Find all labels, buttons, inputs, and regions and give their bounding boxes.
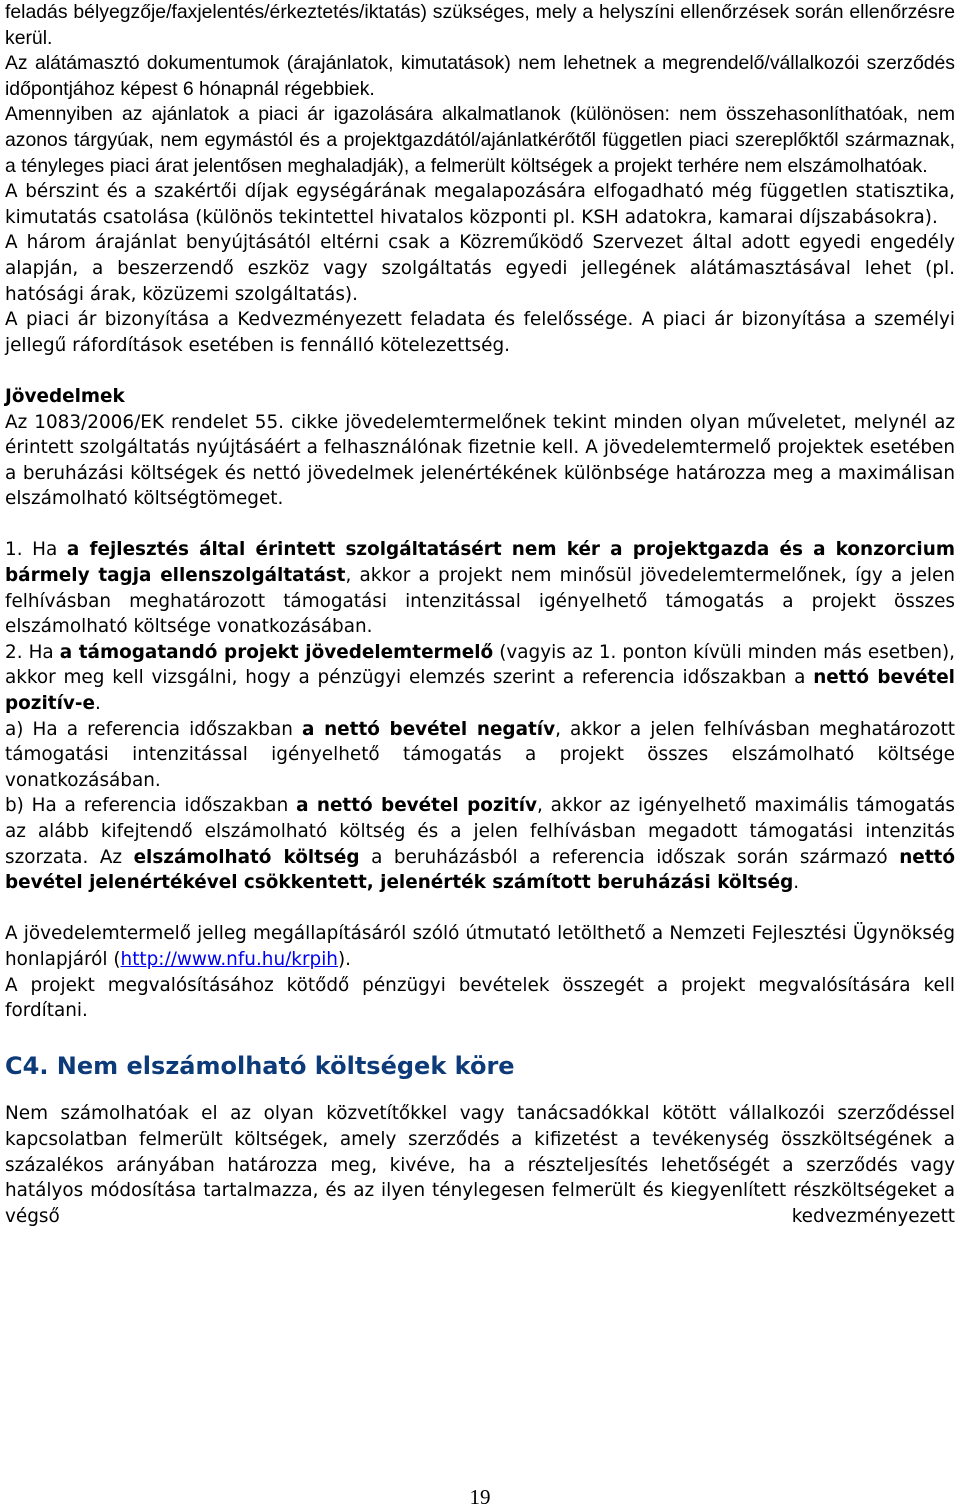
paragraph-regulation-55: Az 1083/2006/EK rendelet 55. cikke jövedelemtermelőnek tekint minden olyan műveletet, melynél az érintett szolgáltatás nyújtásáért a felhasználónak fizetnie kell. A jövedelemtermelő projektek esetében a beruházási költségek és nettó jövedelmek jelenértékének különbsége határozza meg a maximálisan elszámolható költségtömeget. (5, 411, 955, 510)
paragraph-guide-download (5, 921, 955, 972)
paragraph-market-price-proof: A piaci ár bizonyítása a Kedvezményezett feladata és felelőssége. A piaci ár bizonyítása a személyi jellegű ráfordítások esetében is fennálló kötelezettség. (5, 309, 955, 356)
paragraph-financial-revenue: A projekt megvalósításához kötődő pénzügyi bevételek összegét a projekt megvalósítására kell fordítani. (5, 974, 955, 1022)
paragraph-three-offers-exception: A három árajánlat benyújtásától eltérni csak a Közreműködő Szervezet által adott egyedi engedély alapján, a beszerzendő eszköz vagy szolgáltatás egyedi jellegének alátámasztásával lehet (pl. hatósági árak, közüzemi szolgáltatás). (5, 232, 955, 305)
page-number: 19 (469, 1485, 491, 1509)
paragraph-unsuitable-offers: Amennyiben az ajánlatok a piaci ár igazolására alkalmatlanok (különösen: nem összehasonlíthatóak, nem azonos tárgyúak, nem egymástól és a projektgazdától/ajánlatkérőtől független piaci szereplőktől származnak, a tényleges piaci árat jelentősen meghaladják), a felmerült költségek a projekt terhére nem elszámolhatóak. (5, 103, 955, 177)
list-item-1-number: 1. Ha (5, 539, 67, 561)
list-item-2b-text-2: a beruházásból a referencia időszak során származó (359, 846, 900, 868)
paragraph-non-eligible-costs: Nem számolhatóak el az olyan közvetítőkkel vagy tanácsadókkal kötött vállalkozói szerződéssel kapcsolatban felmerült költségek, amely szerződés a kifizetést a tevékenység összköltségének a százalékos arányában határozza meg, kivéve, ha a részteljesítés lehetőségét a szerződés vagy hatályos módosítása tartalmazza, és az ilyen ténylegesen felmerült és kiegyenlített részköltségeket a végső kedvezményezett (5, 1103, 955, 1227)
paragraph-supporting-documents: Az alátámasztó dokumentumok (árajánlatok, kimutatások) nem lehetnek a megrendelő/vállalkozói szerződés időpontjához képest 6 hónapnál régebbiek. (5, 52, 955, 100)
document-page (5, 0, 955, 1229)
section-heading-c4 (5, 1049, 955, 1083)
list-item-2-number: 2. Ha (5, 641, 60, 663)
section-title: Nem elszámolható költségek köre (56, 1052, 515, 1081)
list-item-2b-end: . (793, 872, 800, 894)
list-item-2-text: (vagyis az 1. ponton kívüli minden más esetben), akkor meg kell vizsgálni, hogy a pénzügyi elemzés szerint a referencia időszakban a (5, 641, 955, 689)
list-item-2b-bold-net-value: nettó bevétel jelenértékével csökkentett, jelenérték számított beruházási költség (5, 846, 955, 894)
list-item-2 (5, 640, 955, 717)
list-item-2a-text: , akkor a jelen felhívásban meghatározott támogatási intenzitással igényelhető támogatás a projekt összes elszámolható költsége vonatkozásában. (5, 718, 956, 791)
list-item-2b-bold: a nettó bevétel pozitív (296, 795, 537, 817)
guide-download-end: ). (337, 948, 351, 970)
list-item-1-bold: a fejlesztés által érintett szolgáltatásért nem kér a projektgazda és a konzorcium bármely tagja ellenszolgáltatást (5, 539, 955, 587)
section-number: C4. (5, 1052, 49, 1081)
paragraph-wage-statistics: A bérszint és a szakértői díjak egységárának megalapozására elfogadható még független statisztika, kimutatás csatolása (különös tekintettel hivatalos központi pl. KSH adatokra, kamarai díjszabásokra). (5, 181, 955, 228)
guide-download-text: A jövedelemtermelő jelleg megállapításáról szóló útmutató letölthető a Nemzeti Fejlesztési Ügynökség honlapjáról ( (5, 923, 955, 970)
list-item-2a (5, 717, 955, 794)
list-item-2b-lead: b) Ha a referencia időszakban (5, 795, 297, 817)
list-item-2a-bold: a nettó bevétel negatív (302, 718, 556, 740)
list-item-2-bold: a támogatandó projekt jövedelemtermelő (59, 641, 494, 663)
list-item-1-text: , akkor a projekt nem minősül jövedelemtermelőnek, így a jelen felhívásban meghatározott támogatási intenzitással igényelhető támogatás a projekt összes elszámolható költsége vonatkozásában. (5, 565, 955, 638)
list-item-1 (5, 537, 955, 639)
list-item-2-bold-net: nettó bevétel pozitív-e (5, 667, 955, 715)
list-item-2b-text: , akkor az igényelhető maximális támogatás az alább kifejtendő elszámolható költség és a jelen felhívásban megadott támogatási intenzitás szorzata. Az (5, 795, 955, 868)
list-item-2a-lead: a) Ha a referencia időszakban (5, 718, 303, 740)
heading-jovedelmek: Jövedelmek (5, 385, 125, 407)
nfu-link[interactable]: http://www.nfu.hu/krpih (120, 948, 338, 970)
paragraph-stamp-requirement: feladás bélyegzője/faxjelentés/érkeztetés/iktatás) szükséges, mely a helyszíni ellenőrzések során ellenőrzésre kerül. (5, 1, 955, 49)
list-item-2-end: . (95, 693, 101, 715)
list-item-2b-bold-cost: elszámolható költség (133, 846, 360, 868)
list-item-2b (5, 793, 955, 895)
